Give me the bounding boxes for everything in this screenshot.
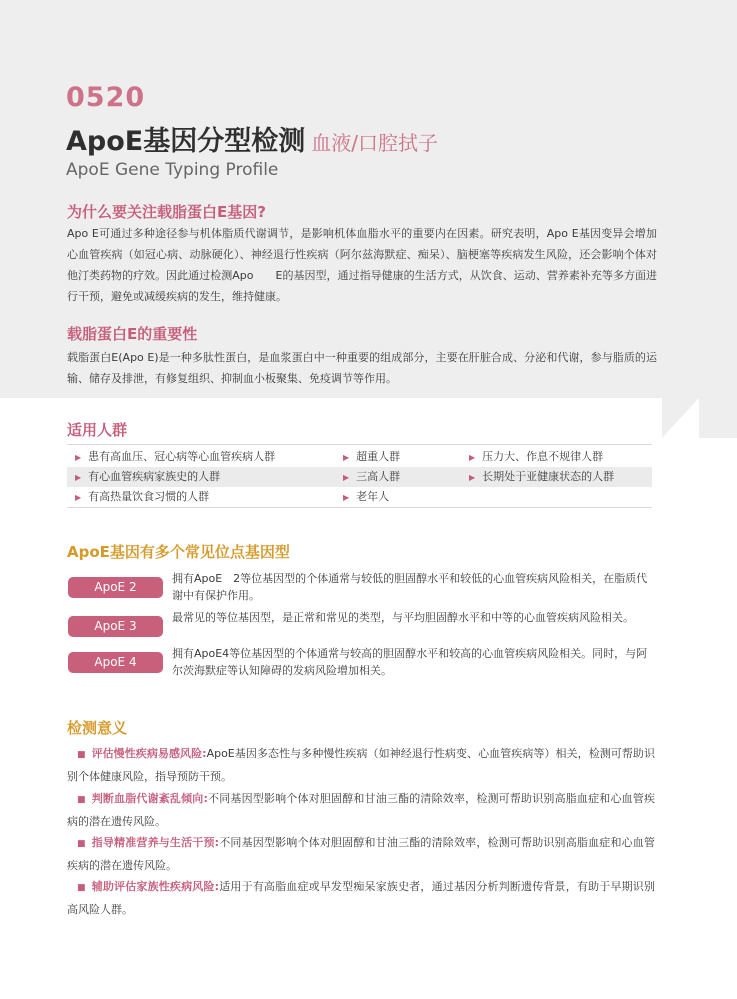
square-bullet-icon: ■ <box>77 795 86 805</box>
dot-connector-icon <box>159 586 162 589</box>
dot-connector-icon <box>159 625 162 628</box>
corner-tab-slant <box>662 398 699 438</box>
genotype-item <box>67 645 657 681</box>
significance-item: ■ 指导精准营养与生活干预:不同基因型影响个体对胆固醇和甘油三酯的清除效率，检测可帮助识别高脂血症和心血管疾病的潜在遗传风险。 <box>67 836 655 872</box>
table-row <box>67 487 652 507</box>
genotype-description: 拥有ApoE 2等位基因型的个体通常与较低的胆固醇水平和较低的心血管疾病风险相关，在脂质代谢中有保护作用。 <box>172 572 648 602</box>
genotype-label-apoe4: ApoE 4 <box>68 652 163 673</box>
significance-item: ■ 判断血脂代谢紊乱倾向:不同基因型影响个体对胆固醇和甘油三酯的清除效率，检测可帮助识别高脂血症和心血管疾病的潜在遗传风险。 <box>67 792 655 828</box>
dot-connector-icon <box>159 661 162 664</box>
page-title <box>66 119 438 158</box>
table-row <box>67 467 652 487</box>
table-cell: ▶ 患有高血压、冠心病等心血管疾病人群 <box>75 450 276 463</box>
table-row <box>67 447 652 467</box>
title-sample-type: 血液/口腔拭子 <box>311 131 438 155</box>
table-cell: ▶ 有心血管疾病家族史的人群 <box>75 470 221 483</box>
genotype-description: 拥有ApoE4等位基因型的个体通常与较高的胆固醇水平和较高的心血管疾病风险相关。同时，与阿尔茨海默症等认知障碍的发病风险增加相关。 <box>172 647 648 677</box>
population-heading: 适用人群 <box>67 421 128 439</box>
triangle-bullet-icon: ▶ <box>75 453 82 462</box>
importance-heading: 载脂蛋白E的重要性 <box>67 325 198 343</box>
triangle-bullet-icon: ▶ <box>469 453 476 462</box>
triangle-bullet-icon: ▶ <box>469 473 476 482</box>
population-top-divider <box>67 444 652 445</box>
triangle-bullet-icon: ▶ <box>343 473 350 482</box>
corner-tab-shape <box>699 398 737 438</box>
table-cell: ▶ 老年人 <box>343 490 390 503</box>
product-code: 0520 <box>66 82 146 113</box>
population-bottom-divider <box>67 507 652 508</box>
square-bullet-icon: ■ <box>77 839 86 849</box>
genotype-label-apoe2: ApoE 2 <box>68 577 163 598</box>
genotype-item <box>67 609 657 645</box>
population-table <box>67 447 652 507</box>
triangle-bullet-icon: ▶ <box>343 453 350 462</box>
why-body: Apo E可通过多种途径参与机体脂质代谢调节，是影响机体血脂水平的重要内在因素。研究表明，Apo E基因变异会增加心血管疾病（如冠心病、动脉硬化）、神经退行性疾病（阿尔兹海默症、痴呆）、脑梗塞等疾病发生风险，还会影响个体对他汀类药物的疗效。因此通过检测Apo E的基因型，通过指导健康的生活方式，从饮食、运动、营养素补充等多方面进行干预，避免或减缓疾病的发生，维持健康。 <box>67 227 657 303</box>
genotype-description: 最常见的等位基因型，是正常和常见的类型，与平均胆固醇水平和中等的心血管疾病风险相关。 <box>172 611 634 624</box>
title-english: ApoE Gene Typing Profile <box>66 160 279 180</box>
importance-body: 载脂蛋白E(Apo E)是一种多肽性蛋白，是血浆蛋白中一种重要的组成部分，主要在肝脏合成、分泌和代谢，参与脂质的运输、储存及排泄，有修复组织、抑制血小板聚集、免疫调节等作用。 <box>67 351 657 385</box>
table-cell: ▶ 长期处于亚健康状态的人群 <box>469 470 615 483</box>
triangle-bullet-icon: ▶ <box>75 493 82 502</box>
triangle-bullet-icon: ▶ <box>75 473 82 482</box>
significance-item: ■ 评估慢性疾病易感风险:ApoE基因多态性与多种慢性疾病（如神经退行性病变、心血管疾病等）相关，检测可帮助识别个体健康风险，指导预防干预。 <box>67 747 655 783</box>
why-heading: 为什么要关注载脂蛋白E基因? <box>67 203 266 221</box>
significance-item: ■ 辅助评估家族性疾病风险:适用于有高脂血症或早发型痴呆家族史者，通过基因分析判断遗传背景，有助于早期识别高风险人群。 <box>67 880 655 916</box>
square-bullet-icon: ■ <box>77 750 86 760</box>
title-main: ApoE基因分型检测 <box>66 126 306 157</box>
genotypes-heading: ApoE基因有多个常见位点基因型 <box>67 543 290 561</box>
table-cell: ▶ 超重人群 <box>343 450 401 463</box>
square-bullet-icon: ■ <box>77 883 86 893</box>
triangle-bullet-icon: ▶ <box>343 493 350 502</box>
genotype-item <box>67 570 657 606</box>
genotype-label-apoe3: ApoE 3 <box>68 616 163 637</box>
significance-heading: 检测意义 <box>67 719 128 737</box>
table-cell: ▶ 三高人群 <box>343 470 401 483</box>
table-cell: ▶ 压力大、作息不规律人群 <box>469 450 604 463</box>
table-cell: ▶ 有高热量饮食习惯的人群 <box>75 490 210 503</box>
